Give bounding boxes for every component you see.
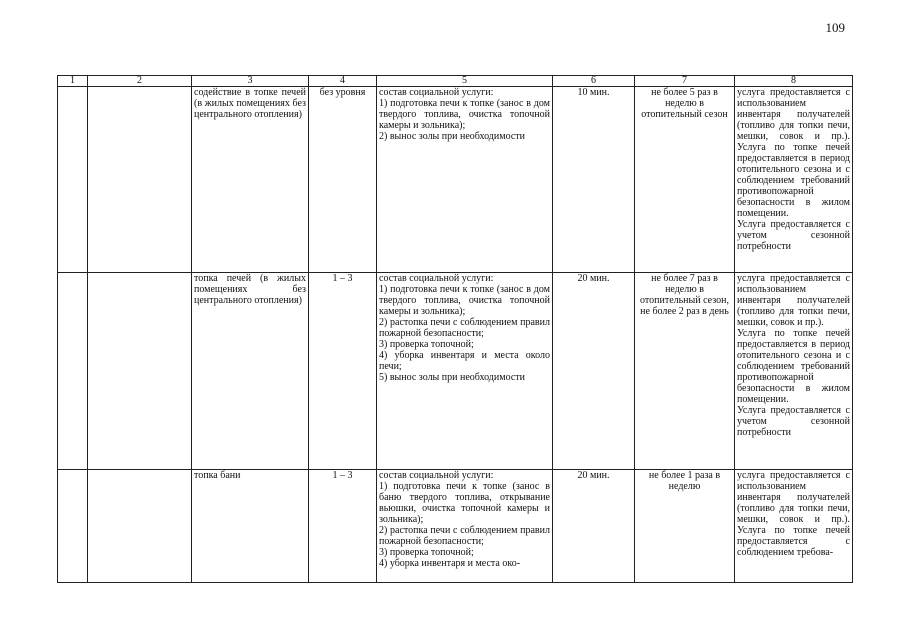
cell-service-content: состав социальной услуги: 1) подготовка печи к топке (занос в дом твердого топлива, очистка топочной камеры и зольника); 2) вынос золы при необходимости (377, 87, 553, 273)
column-header: 6 (553, 76, 635, 87)
cell-frequency: не более 1 раза в неделю (635, 470, 735, 583)
column-header: 3 (192, 76, 309, 87)
table-row (58, 273, 853, 470)
cell-service-content: состав социальной услуги: 1) подготовка печи к топке (занос в дом твердого топлива, очистка топочной камеры и зольника); 2) растопка печи с соблюдением правил пожарной безопасности; 3) проверка топочной; 4) уборка инвентаря и места около печи; 5) вынос золы при необходимости (377, 273, 553, 470)
cell-service-content: состав социальной услуги: 1) подготовка печи к топке (занос в баню твердого топлива, открывание вьюшки, очистка топочной камеры и зольника); 2) растопка печи с соблюдением правил пожарной безопасности; 3) проверка топочной; 4) уборка инвентаря и места око- (377, 470, 553, 583)
cell-number (58, 273, 88, 470)
cell-frequency: не более 5 раз в неделю в отопительный сезон (635, 87, 735, 273)
cell-conditions: услуга предоставляется с использованием инвентаря получателей (топливо для топки печи, мешки, совок и пр.). Услуга по топке печей предоставляется с соблюдением требова- (735, 470, 853, 583)
page-number: 109 (825, 20, 845, 35)
cell-conditions: услуга предоставляется с использованием инвентаря получателей (топливо для топки печи, мешки, совок и пр.). Услуга по топке печей предоставляется в период отопительного сезона и с соблюдением требований противопожарной безопасности в жилом помещении. Услуга предоставляется с учетом сезонной потребности (735, 273, 853, 470)
cell-level: 1 – 3 (309, 273, 377, 470)
cell-category (88, 470, 192, 583)
table-row (58, 470, 853, 583)
column-header: 8 (735, 76, 853, 87)
cell-duration: 20 мин. (553, 470, 635, 583)
cell-number (58, 87, 88, 273)
cell-category (88, 273, 192, 470)
cell-frequency: не более 7 раз в неделю в отопительный сезон, не более 2 раз в день (635, 273, 735, 470)
cell-service-name: содействие в топке печей (в жилых помещениях без центрального отопления) (192, 87, 309, 273)
cell-service-name: топка бани (192, 470, 309, 583)
column-header: 2 (88, 76, 192, 87)
cell-conditions: услуга предоставляется с использованием инвентаря получателей (топливо для топки печи, мешки, совок и пр.). Услуга по топке печей предоставляется в период отопительного сезона и с соблюдением требований противопожарной безопасности в жилом помещении. Услуга предоставляется с учетом сезонной потребности (735, 87, 853, 273)
table-row (58, 87, 853, 273)
cell-level: без уровня (309, 87, 377, 273)
table-header-row (58, 76, 853, 87)
cell-category (88, 87, 192, 273)
cell-service-name: топка печей (в жилых помещениях без центрального отопления) (192, 273, 309, 470)
column-header: 7 (635, 76, 735, 87)
cell-duration: 20 мин. (553, 273, 635, 470)
column-header: 1 (58, 76, 88, 87)
column-header: 5 (377, 76, 553, 87)
cell-duration: 10 мин. (553, 87, 635, 273)
column-header: 4 (309, 76, 377, 87)
services-table (57, 75, 853, 583)
cell-number (58, 470, 88, 583)
cell-level: 1 – 3 (309, 470, 377, 583)
